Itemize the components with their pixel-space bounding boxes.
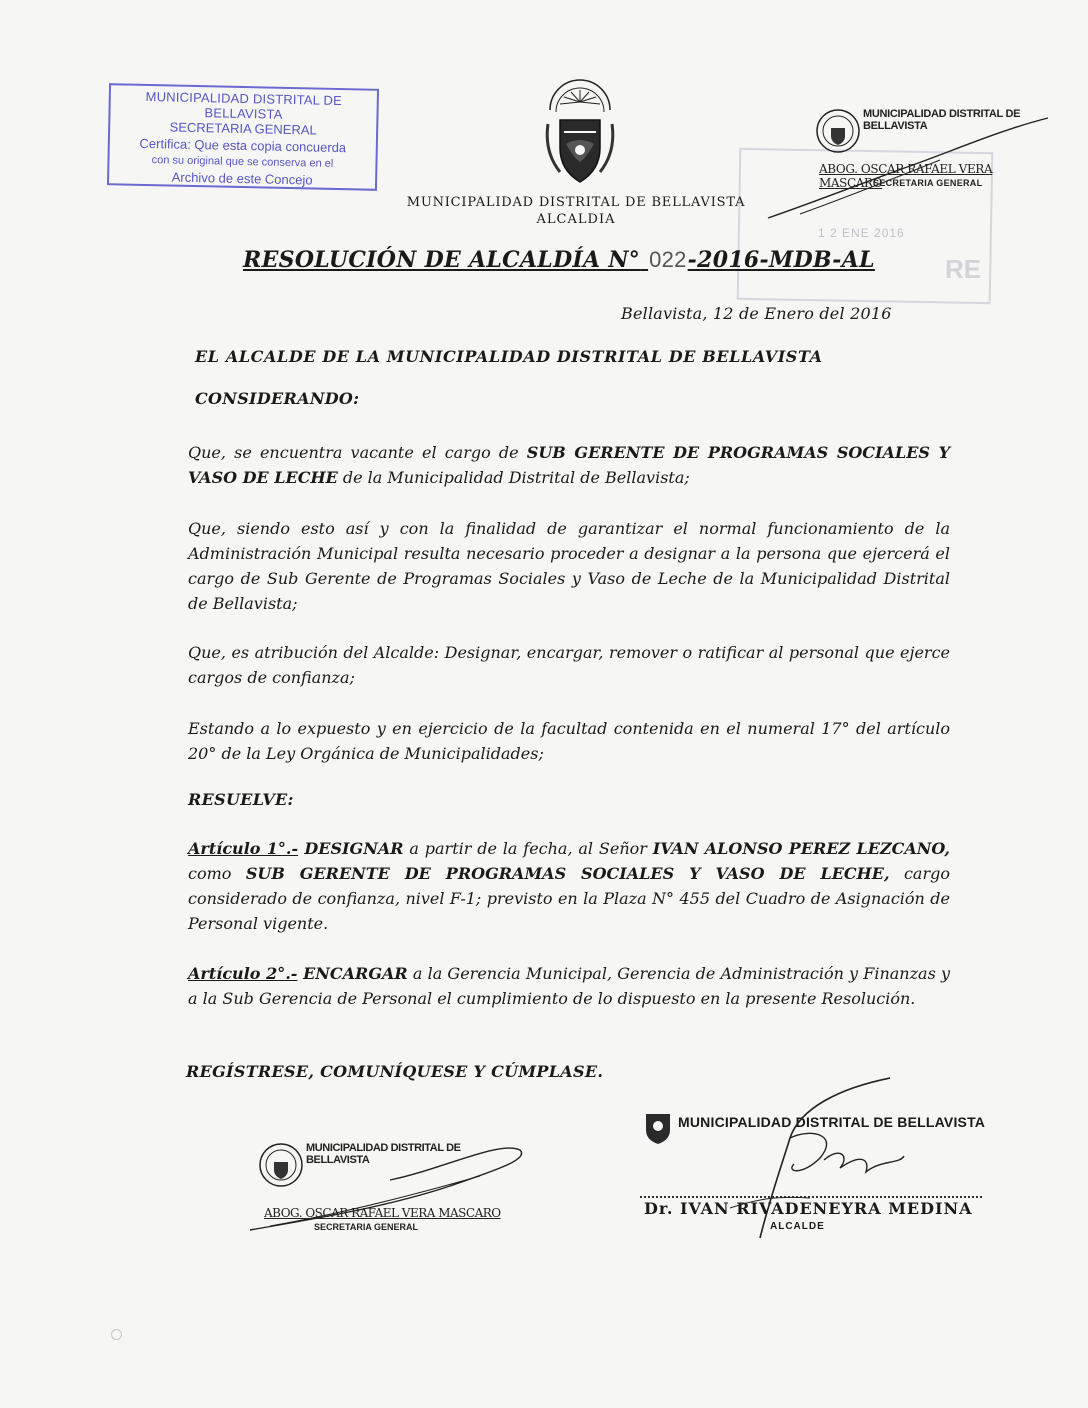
resolves-heading: RESUELVE: [188,790,294,809]
p1-text-a: Que, se encuentra vacante el cargo de [188,443,527,462]
paragraph-2: Que, siendo esto así y con la finalidad de garantizar el normal funcionamiento de la Administración Municipal resulta necesario proceder a designar a la persona que ejercerá el cargo de Sub Gerente de Programas Sociales y Vaso de Leche de la Municipalidad Distrital de Bellavista; [188,519,950,613]
page-mark [111,1329,122,1340]
mayor-role: ALCALDE [770,1221,825,1232]
secretary-stamp-top [815,104,1055,194]
article-2-text: a la Gerencia Municipal, Gerencia de Administración y Finanzas y a la Sub Gerencia de Personal el cumplimiento de lo dispuesto en la presente Resolución. [188,964,950,1008]
mayor-signature-block [640,1108,1000,1258]
resolution-date: Bellavista, 12 de Enero del 2016 [621,304,892,323]
p1-post-title: SUB GERENTE DE PROGRAMAS SOCIALES Y VASO DE LECHE [188,443,950,487]
p1-text-c: de la Municipalidad Distrital de Bellavista; [337,468,690,487]
article-1-text-c: cargo considerado de confianza, nivel F-1; previsto en la Plaza N° 455 del Cuadro de Asignación de Personal vigente. [188,864,950,933]
secretary-stamp-role: SECRETARIA GENERAL [873,178,983,188]
cert-stamp-line2: SECRETARIA GENERAL [169,119,317,138]
cert-stamp-line5: Archivo de este Concejo [171,169,313,188]
article-2-label: Artículo 2°.- [188,964,298,983]
resolution-title-prefix: RESOLUCIÓN DE ALCALDÍA N° [243,247,641,273]
paragraph-4: Estando a lo expuesto y en ejercicio de la facultad contenida en el numeral 17° del artículo 20° de la Ley Orgánica de Municipalidades; [188,719,950,763]
secretary-stamp-municipality: MUNICIPALIDAD DISTRITAL DE BELLAVISTA [306,1142,461,1166]
article-1-verb: DESIGNAR [298,839,404,858]
office-name: ALCALDIA [536,212,616,227]
paragraph-3: Que, es atribución del Alcalde: Designar, encargar, remover o ratificar al personal que ejerce cargos de confianza; [188,643,950,687]
mayor-name: Dr. IVAN RIVADENEYRA MEDINA [644,1199,973,1218]
resolution-number: 022 [649,247,687,272]
article-1-label: Artículo 1°.- [188,839,299,858]
received-stamp-mark: RE [945,254,982,284]
article-1 [188,836,950,936]
municipal-seal-icon [815,108,861,154]
signature-line [640,1196,982,1198]
secretary-stamp-name: ABOG. OSCAR RAFAEL VERA MASCARO [819,162,993,190]
cert-stamp-line1: MUNICIPALIDAD DISTRITAL DE BELLAVISTA [145,88,343,122]
cert-stamp-line4: con su original que se conserva en el [151,154,334,170]
article-1-text-b: como [188,864,246,883]
mayor-stamp-municipality: MUNICIPALIDAD DISTRITAL DE BELLAVISTA [678,1114,986,1130]
municipal-seal-icon [640,1108,676,1146]
secretary-stamp-bottom [258,1140,518,1230]
article-2-verb: ENCARGAR [297,964,408,983]
article-2 [188,961,950,1011]
article-1-post: SUB GERENTE DE PROGRAMAS SOCIALES Y VASO DE LECHE, [245,864,890,883]
certification-stamp [107,83,379,191]
article-1-person: IVAN ALONSO PEREZ LEZCANO, [652,839,950,858]
considering-heading: CONSIDERANDO: [195,389,360,408]
resolution-title [243,247,875,273]
secretary-stamp-municipality: MUNICIPALIDAD DISTRITAL DE BELLAVISTA [863,108,1021,132]
institution-name: MUNICIPALIDAD DISTRITAL DE BELLAVISTA [406,195,746,210]
secretary-stamp-role: SECRETARIA GENERAL [314,1222,419,1232]
received-stamp-date: 1 2 ENE 2016 [818,226,905,240]
closing-formula: REGÍSTRESE, COMUNÍQUESE Y CÚMPLASE. [186,1062,604,1081]
municipal-crest-icon [538,72,622,192]
article-1-text-a: a partir de la fecha, al Señor [403,839,653,858]
secretary-stamp-name: ABOG. OSCAR RAFAEL VERA MASCARO [264,1206,501,1220]
resolution-title-suffix: -2016-MDB-AL [687,247,875,273]
cert-stamp-line3: Certifica: Que esta copia concuerda [139,135,347,156]
authority-line: EL ALCALDE DE LA MUNICIPALIDAD DISTRITAL DE BELLAVISTA [195,347,823,366]
municipal-seal-icon [258,1142,304,1188]
paragraph-1 [188,440,950,490]
